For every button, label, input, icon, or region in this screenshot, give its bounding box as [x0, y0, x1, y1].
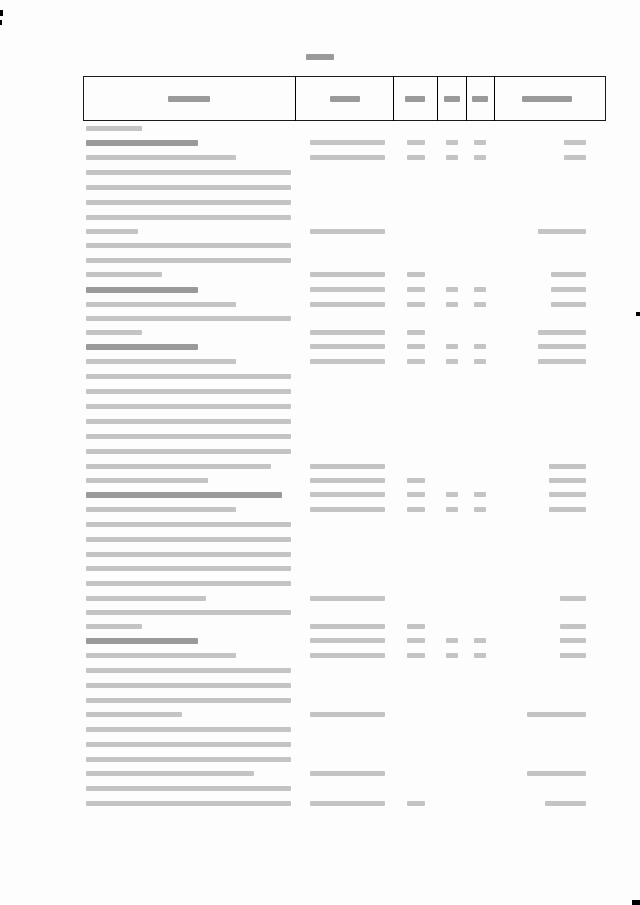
body-line: [86, 683, 291, 688]
code-line: [310, 492, 385, 497]
body-line: [86, 698, 291, 703]
code-line: [446, 507, 458, 512]
code-line: [310, 155, 385, 160]
code-line: [310, 302, 385, 307]
code-line: [310, 464, 385, 469]
code-line: [474, 638, 486, 643]
body-line: [86, 419, 291, 424]
body-line: [86, 712, 182, 717]
code-line: [407, 507, 425, 512]
body-line: [86, 302, 236, 307]
code-line: [407, 653, 425, 658]
code-line: [474, 359, 486, 364]
body-line: [86, 771, 254, 776]
code-line: [446, 344, 458, 349]
body-line: [86, 464, 271, 469]
body-line: [86, 170, 291, 175]
body-line: [86, 610, 291, 615]
body-line: [86, 359, 236, 364]
scan-mark: [0, 10, 3, 16]
body-line: [86, 434, 291, 439]
code-line: [407, 344, 425, 349]
amount-line: [549, 507, 586, 512]
body-line: [86, 272, 162, 277]
header-label-placeholder: [522, 96, 572, 102]
amount-line: [560, 596, 586, 601]
code-line: [446, 638, 458, 643]
body-line: [86, 727, 291, 732]
body-line: [86, 258, 291, 263]
code-line: [474, 344, 486, 349]
amount-line: [538, 359, 586, 364]
amount-line: [564, 155, 586, 160]
amount-line: [549, 464, 586, 469]
body-line: [86, 624, 142, 629]
body-line: [86, 287, 198, 293]
body-line: [86, 507, 236, 512]
body-line: [86, 185, 291, 190]
code-line: [407, 155, 425, 160]
header-label-placeholder: [405, 96, 425, 102]
body-line: [86, 389, 291, 394]
amount-line: [538, 344, 586, 349]
code-line: [310, 771, 385, 776]
code-line: [310, 596, 385, 601]
amount-line: [560, 653, 586, 658]
header-label-placeholder: [330, 96, 360, 102]
body-line: [86, 200, 291, 205]
body-line: [86, 404, 291, 409]
body-line: [86, 330, 142, 335]
code-line: [446, 140, 458, 145]
scan-mark: [0, 20, 2, 25]
amount-line: [545, 801, 586, 806]
body-line: [86, 155, 236, 160]
header-divider: [494, 76, 495, 121]
code-line: [407, 624, 425, 629]
code-line: [310, 344, 385, 349]
scan-mark: [636, 312, 640, 316]
amount-line: [560, 624, 586, 629]
code-line: [407, 287, 425, 292]
code-line: [407, 330, 425, 335]
code-line: [407, 302, 425, 307]
body-line: [86, 596, 206, 601]
code-line: [310, 653, 385, 658]
amount-line: [549, 478, 586, 483]
header-divider: [393, 76, 394, 121]
header-label-placeholder: [472, 96, 488, 102]
code-line: [446, 302, 458, 307]
body-line: [86, 537, 291, 542]
code-line: [407, 272, 425, 277]
body-line: [86, 449, 291, 454]
body-line: [86, 344, 198, 350]
body-line: [86, 653, 236, 658]
code-line: [446, 155, 458, 160]
amount-line: [551, 272, 586, 277]
code-line: [474, 302, 486, 307]
body-line: [86, 801, 291, 806]
body-line: [86, 243, 291, 248]
body-line: [86, 552, 291, 557]
code-line: [446, 492, 458, 497]
code-line: [446, 653, 458, 658]
code-line: [310, 330, 385, 335]
amount-line: [527, 771, 586, 776]
body-line: [86, 229, 138, 234]
code-line: [310, 359, 385, 364]
code-line: [310, 478, 385, 483]
code-line: [310, 287, 385, 292]
header-divider: [466, 76, 467, 121]
code-line: [310, 507, 385, 512]
body-line: [86, 566, 291, 571]
amount-line: [564, 140, 586, 145]
amount-line: [551, 302, 586, 307]
body-line: [86, 668, 291, 673]
amount-line: [538, 229, 586, 234]
page-number-placeholder: [306, 54, 334, 60]
header-label-placeholder: [168, 96, 210, 102]
body-line: [86, 757, 291, 762]
amount-line: [527, 712, 586, 717]
code-line: [474, 287, 486, 292]
code-line: [310, 638, 385, 643]
code-line: [310, 801, 385, 806]
code-line: [407, 638, 425, 643]
code-line: [474, 507, 486, 512]
body-line: [86, 742, 291, 747]
code-line: [310, 272, 385, 277]
body-line: [86, 126, 142, 131]
code-line: [474, 140, 486, 145]
code-line: [310, 712, 385, 717]
amount-line: [560, 638, 586, 643]
code-line: [407, 801, 425, 806]
body-line: [86, 638, 198, 644]
scan-mark: [632, 900, 640, 905]
body-line: [86, 786, 291, 791]
code-line: [446, 287, 458, 292]
body-line: [86, 316, 291, 321]
amount-line: [538, 330, 586, 335]
code-line: [474, 653, 486, 658]
code-line: [407, 478, 425, 483]
code-line: [310, 624, 385, 629]
code-line: [474, 492, 486, 497]
code-line: [310, 229, 385, 234]
body-line: [86, 492, 282, 498]
header-divider: [437, 76, 438, 121]
code-line: [407, 359, 425, 364]
body-line: [86, 478, 208, 483]
body-line: [86, 140, 198, 146]
code-line: [407, 492, 425, 497]
body-line: [86, 522, 291, 527]
code-line: [407, 140, 425, 145]
header-divider: [295, 76, 296, 121]
header-label-placeholder: [444, 96, 460, 102]
code-line: [446, 359, 458, 364]
amount-line: [551, 287, 586, 292]
amount-line: [549, 492, 586, 497]
code-line: [474, 155, 486, 160]
body-line: [86, 215, 291, 220]
code-line: [310, 140, 385, 145]
body-line: [86, 374, 291, 379]
body-line: [86, 581, 291, 586]
